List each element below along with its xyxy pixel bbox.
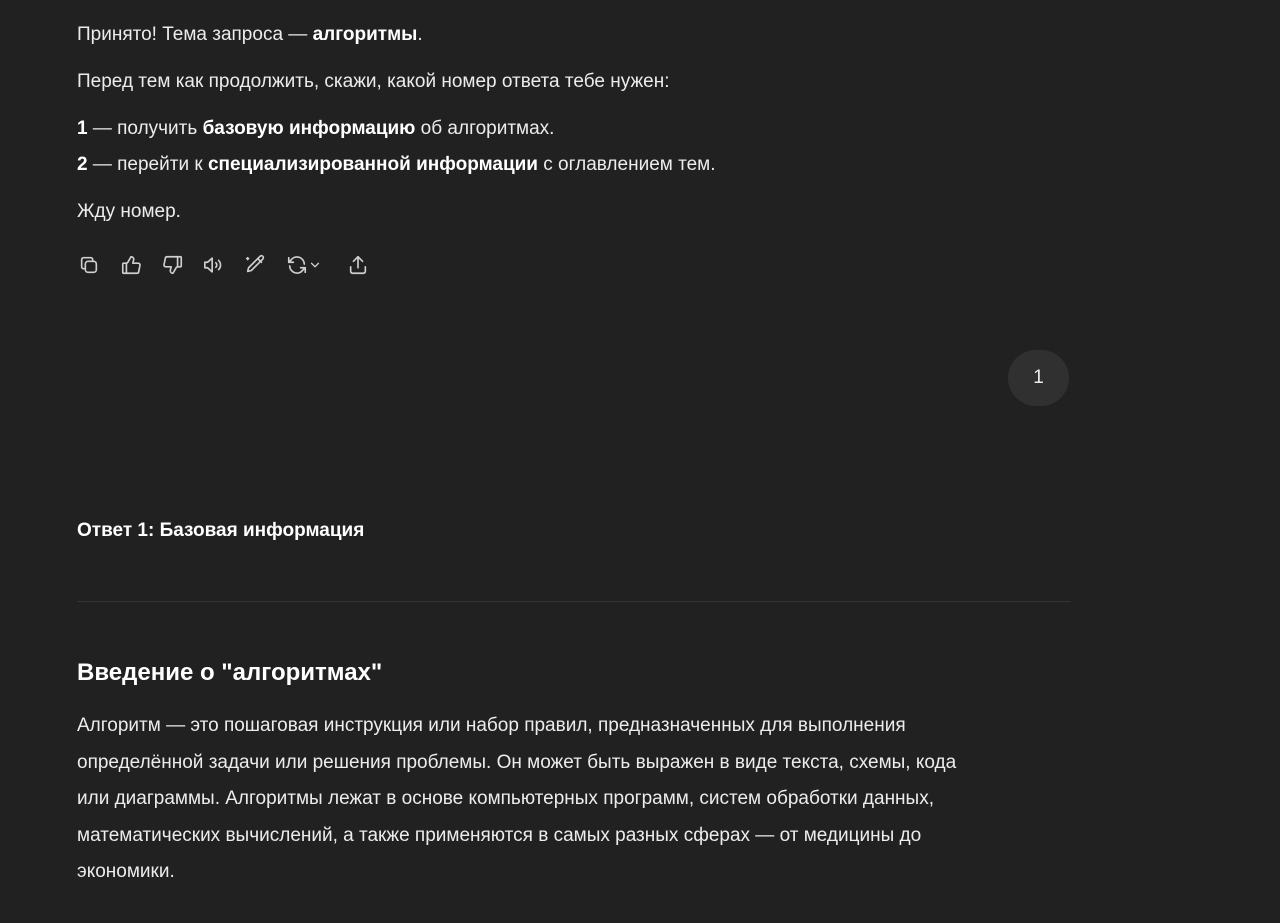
user-message-bubble[interactable]: 1 (1008, 350, 1069, 406)
paragraph-line: Алгоритм — это пошаговая инструкция или набор правил, предназначенных для выполнения (77, 715, 906, 736)
share-icon (347, 254, 369, 276)
assistant-closing-line: Жду номер. (77, 201, 181, 222)
intro-suffix: . (417, 24, 423, 45)
thumbs-up-button[interactable] (119, 252, 143, 278)
copy-button[interactable] (77, 252, 101, 278)
paragraph-line: определённой задачи или решения проблемы. Он может быть выражен в виде текста, схемы, кода (77, 751, 957, 773)
answer-title: Ответ 1: Базовая информация (77, 520, 365, 541)
paragraph-line: или диаграммы. Алгоритмы лежат в основе компьютерных программ, систем обработки данных, (77, 788, 934, 809)
intro-prefix: Принято! Тема запроса — (77, 24, 313, 45)
chevron-down-icon (308, 258, 322, 272)
read-aloud-icon (202, 254, 226, 276)
regenerate-icon (286, 254, 308, 276)
thumbs-down-icon (162, 254, 184, 276)
paragraph-line: экономики. (77, 861, 175, 882)
option-1-bold: базовую информацию (202, 118, 416, 139)
option-2-number: 2 (77, 154, 88, 175)
thumbs-down-button[interactable] (161, 252, 185, 278)
read-aloud-button[interactable] (201, 252, 227, 278)
edit-icon (244, 254, 266, 276)
option-1-text-b: об алгоритмах. (415, 118, 555, 139)
option-2-line (77, 153, 716, 177)
thumbs-up-icon (120, 254, 142, 276)
copy-icon (78, 254, 100, 276)
share-button[interactable] (346, 252, 370, 278)
regenerate-button[interactable] (283, 252, 325, 278)
intro-paragraph (77, 708, 1077, 891)
intro-topic: алгоритмы (312, 24, 418, 45)
option-2-text-a: — перейти к (87, 154, 208, 175)
option-1-number: 1 (77, 118, 88, 139)
assistant-question-line: Перед тем как продолжить, скажи, какой номер ответа тебе нужен: (77, 71, 670, 92)
section-heading: Введение о "алгоритмах" (77, 659, 383, 686)
option-1-line (77, 117, 554, 141)
option-1-text-a: — получить (87, 118, 203, 139)
edit-button[interactable] (243, 252, 267, 278)
option-2-text-b: с оглавлением тем. (537, 154, 716, 175)
section-divider (77, 601, 1071, 602)
option-2-bold: специализированной информации (207, 154, 538, 175)
paragraph-line: математических вычислений, а также применяются в самых разных сферах — от медицины до (77, 824, 922, 846)
assistant-intro-line (77, 23, 423, 47)
